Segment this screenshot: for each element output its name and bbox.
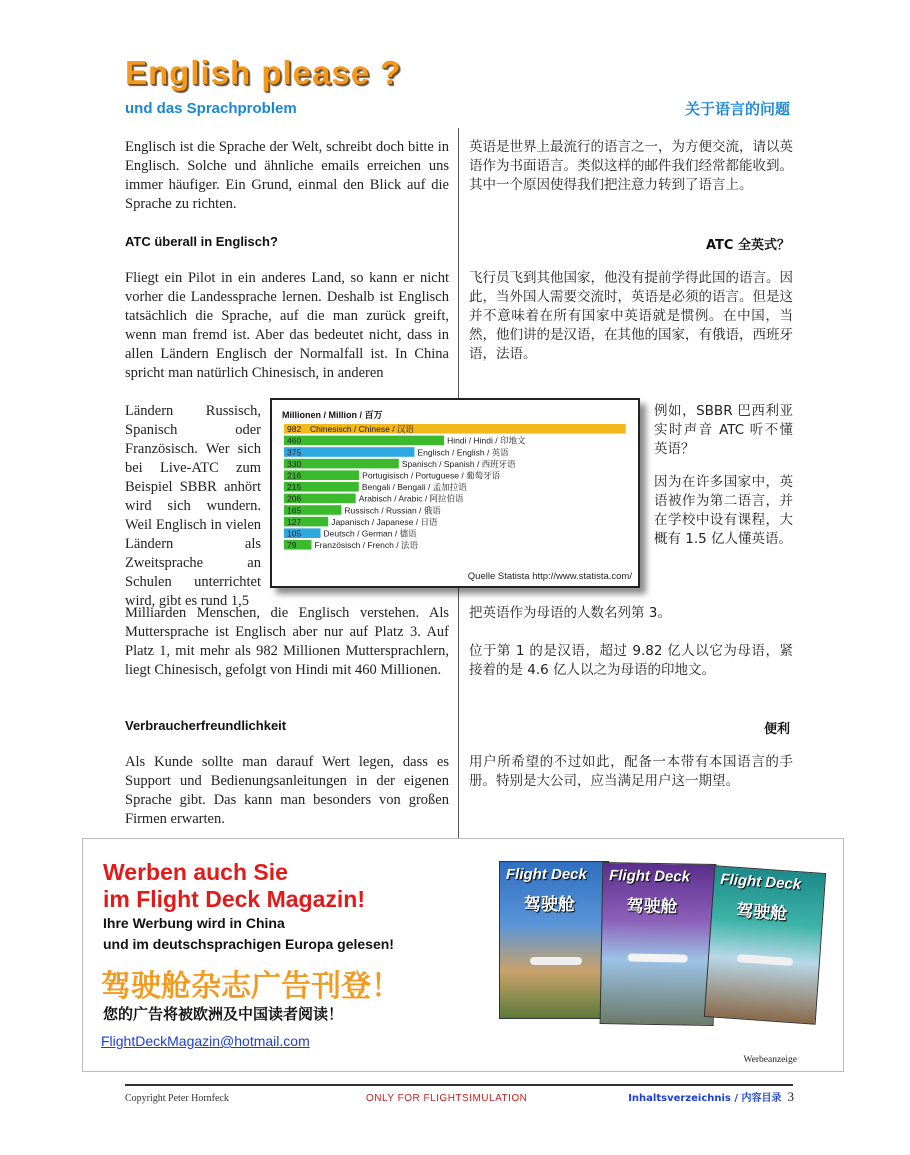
bar-label-1: Hindi / Hindi / 印地文 [447, 435, 526, 446]
chinese-hindi-paragraph: 位于第 1 的是汉语，超过 9.82 亿人以它为母语，紧接着的是 4.6 亿人以之为母语的印地文。 [469, 643, 793, 678]
ad-chinese-subline: 您的广告将被欧洲及中国读者阅读！ [103, 1005, 344, 1023]
page-title: English please ? [125, 54, 402, 91]
ad-email-link[interactable]: FlightDeckMagazin@hotmail.com [101, 1033, 310, 1049]
german-consumer-paragraph: Als Kunde sollte man darauf Wert legen, dass es Support und Bedienungsanleitungen in der eigenen Sprache gibt. Das kann man besonders von großen Firmen erwarten. [125, 754, 449, 827]
footer-right-group [628, 1089, 794, 1105]
footer-copyright: Copyright Peter Hornfeck [125, 1093, 229, 1104]
bar-value-10: 79 [287, 540, 297, 551]
chart-title: Millionen / Million / 百万 [282, 410, 383, 420]
magazine-cover-3 [704, 865, 826, 1024]
chinese-heading-atc: ATC 全英式？ [706, 238, 790, 253]
ad-headline [103, 859, 365, 913]
bar-value-3: 330 [287, 458, 302, 469]
bar-value-0: 982 [287, 424, 302, 435]
bar-label-3: Spanisch / Spanish / 西班牙语 [401, 458, 516, 469]
magazine-1-chinese-title: 驾驶舱 [524, 895, 575, 915]
bar-value-4: 216 [287, 470, 302, 481]
magazine-3-title: Flight Deck [719, 870, 802, 894]
magazine-2-chinese-title: 驾驶舱 [626, 896, 678, 918]
bar-2 [284, 447, 415, 457]
ad-subline [103, 913, 394, 955]
bar-value-1: 460 [287, 435, 302, 446]
bar-label-10: Französisch / French / 法语 [314, 540, 418, 551]
bar-label-8: Japanisch / Japanese / 日语 [331, 516, 438, 527]
bar-value-8: 127 [287, 516, 302, 527]
bar-value-6: 206 [287, 493, 302, 504]
chart-plot [272, 400, 638, 586]
speakers-chart [270, 398, 640, 588]
footer-toc-link[interactable]: Inhaltsverzeichnis / 内容目录 [628, 1093, 782, 1104]
ad-label: Werbeanzeige [743, 1055, 797, 1065]
german-atc-paragraph-bottom: Milliarden Menschen, die Englisch verstehen. Als Muttersprache ist Englisch aber nur auf Platz 3. Auf Platz 1, mit mehr als 982 Millionen Muttersprachlern, liegt Chinesisch, gefolgt von Hindi mit 460 Millionen. [125, 605, 449, 678]
bar-1 [284, 436, 444, 446]
magazine-2-title: Flight Deck [609, 867, 691, 886]
german-heading-consumer: Verbraucherfreundlichkeit [125, 718, 287, 733]
ad-chinese-headline: 驾驶舱杂志广告刊登！ [101, 969, 401, 1004]
footer-notice: ONLY FOR FLIGHTSIMULATION [366, 1093, 528, 1104]
german-heading-atc: ATC überall in Englisch? [125, 234, 278, 249]
plane-icon [530, 957, 582, 965]
bar-value-5: 215 [287, 482, 302, 493]
footer-divider [125, 1084, 793, 1086]
chinese-heading-convenience: 便利 [763, 722, 790, 737]
plane-icon [737, 954, 793, 966]
ad-subline-2: und im deutschsprachigen Europa gelesen! [103, 936, 394, 952]
chinese-sbbr-paragraph: 例如，SBBR 巴西利亚实时声音 ATC 听不懂英语？ [654, 403, 793, 457]
chart-source: Quelle Statista http://www.statista.com/ [467, 571, 632, 582]
ad-headline-line2: im Flight Deck Magazin! [103, 886, 365, 912]
chinese-intro: 英语是世界上最流行的语言之一，为方便交流，请以英语作为书面语言。类似这样的邮件我们经常都能收到。其中一个原因使得我们把注意力转到了语言上。 [469, 139, 793, 193]
chinese-rank-paragraph: 把英语作为母语的人数名列第 3。 [469, 605, 671, 621]
german-intro: Englisch ist die Sprache der Welt, schreibt doch bitte in Englisch. Solche und ähnliche emails erreichen uns immer häufiger. Ein Grund, einmal den Blick auf die Sprache zu richten. [125, 139, 449, 212]
magazine-1-title: Flight Deck [506, 866, 587, 883]
subtitle-chinese: 关于语言的问题 [684, 100, 790, 118]
magazine-3-chinese-title: 驾驶舱 [735, 900, 788, 925]
german-atc-paragraph-top: Fliegt ein Pilot in ein anderes Land, so kann er nicht vorher die Landessprache lernen. Deshalb ist Englisch tatsächlich die Sprache, auf die man zurück greift, wenn man fremd ist. Aber das bedeutet nicht, dass in allen Ländern Englisch der Normalfall ist. In China spricht man natürlich Chinesisch, in anderen [125, 270, 449, 381]
bar-value-7: 165 [287, 505, 302, 516]
bar-label-5: Bengali / Bengali / 孟加拉语 [361, 482, 467, 493]
bar-value-9: 105 [287, 528, 302, 539]
bar-value-2: 375 [287, 447, 302, 458]
ad-headline-line1: Werben auch Sie [103, 859, 288, 885]
german-atc-paragraph-wrap: Ländern Russisch, Spanisch oder Französisch. Wer sich bei Live-ATC zum Beispiel SBBR anhört wird sich wundern. Weil Englisch in vielen Ländern als Zweitsprache an Schulen unterrichtet wird, gibt es rund 1,5 [125, 403, 261, 609]
bar-label-4: Portugisisch / Portuguese / 葡萄牙语 [362, 470, 501, 481]
bar-label-0: Chinesisch / Chinese / 汉语 [310, 424, 414, 435]
bar-3 [284, 459, 399, 469]
ad-subline-1: Ihre Werbung wird in China [103, 915, 285, 931]
magazine-cover-2 [600, 862, 717, 1026]
subtitle-german: und das Sprachproblem [125, 100, 297, 117]
bar-label-6: Arabisch / Arabic / 阿拉伯语 [358, 493, 464, 504]
bar-label-7: Russisch / Russian / 俄语 [344, 505, 441, 516]
chinese-convenience-paragraph: 用户所希望的不过如此，配备一本带有本国语言的手册。特别是大公司，应当满足用户这一期望。 [469, 754, 793, 789]
page-number: 3 [787, 1089, 794, 1104]
bar-label-2: Englisch / English / 英语 [417, 447, 509, 458]
plane-icon [628, 953, 688, 962]
chinese-second-language-paragraph: 因为在许多国家中，英语被作为第二语言，并在学校中设有课程，大概有 1.5 亿人懂英语。 [654, 474, 793, 547]
advertisement [82, 838, 844, 1072]
magazine-cover-1 [499, 861, 609, 1019]
bar-label-9: Deutsch / German / 德语 [323, 528, 417, 539]
chinese-atc-paragraph: 飞行员飞到其他国家，他没有提前学得此国的语言。因此，当外国人需要交流时，英语是必须的语言。但是这并不意味着在所有国家中英语就是惯例。在中国，当然，他们讲的是汉语，在其他的国家，有俄语，西班牙语，法语。 [469, 270, 793, 362]
